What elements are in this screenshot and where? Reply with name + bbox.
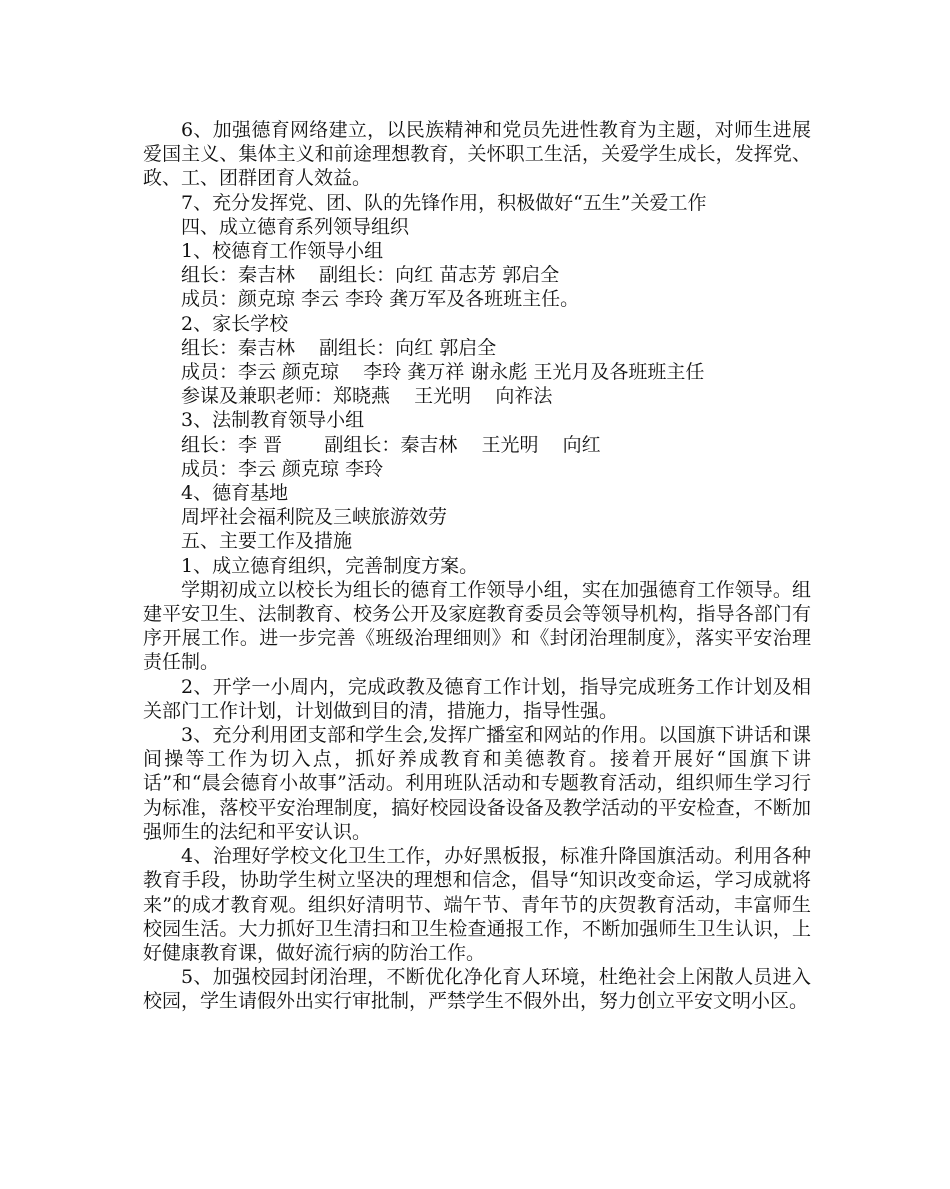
legal-group-leaders: 组长：李 晋 副组长：秦吉林 王光明 向红: [181, 433, 601, 456]
subheading-moral-base: 4、德育基地: [181, 482, 289, 505]
legal-group-members: 成员：李云 颜克琼 李玲: [181, 457, 384, 480]
parent-school-advisors: 参谋及兼职老师：郑晓燕 王光明 向祚法: [181, 385, 553, 408]
parent-school-leaders: 组长：秦吉林 副组长：向红 郭启全: [181, 336, 497, 359]
paragraph-youth-league: 3、充分利用团支部和学生会,发挥广播室和网站的作用。以国旗下讲话和课间操等工作为切入点，抓好养成教育和美德教育。接着开展好“国旗下讲话”和“晨会德育小故事”活动。利用班队活动和专题教育活动，组织师生学习行为标准，落校平安治理制度，搞好校园设备设备及教学活动的平安检查，不断加强师生的法纪和平安认识。: [143, 724, 811, 843]
subheading-legal-group: 3、法制教育领导小组: [181, 409, 365, 432]
leadership-leaders: 组长：秦吉林 副组长：向红 苗志芳 郭启全: [181, 264, 560, 287]
paragraph-7-vanguard: 7、充分发挥党、团、队的先锋作用，积极做好“五生”关爱工作: [181, 191, 707, 214]
moral-base-locations: 周坪社会福利院及三峡旅游效劳: [181, 506, 448, 529]
subheading-organization: 1、成立德育组织，完善制度方案。: [181, 554, 479, 577]
document-page: [143, 118, 811, 1014]
paragraph-work-plan: 2、开学一小周内，完成政教及德育工作计划，指导完成班务工作计划及相关部门工作计划，计划做到目的清，措施力，指导性强。: [143, 675, 811, 722]
leadership-members: 成员：颜克琼 李云 李玲 龚万军及各班班主任。: [181, 288, 580, 311]
section-heading-4: 四、成立德育系列领导组织: [181, 215, 410, 238]
paragraph-organization: 学期初成立以校长为组长的德育工作领导小组，实在加强德育工作领导。组建平安卫生、法制教育、校务公开及家庭教育委员会等领导机构，指导各部门有序开展工作。进一步完善《班级治理细则》和《封闭治理制度》，落实平安治理责任制。: [143, 578, 811, 674]
section-heading-5: 五、主要工作及措施: [181, 530, 353, 553]
paragraph-culture-hygiene: 4、治理好学校文化卫生工作，办好黑板报，标准升降国旗活动。利用各种教育手段，协助学生树立坚决的理想和信念，倡导“知识改变命运，学习成就将来”的成才教育观。组织好清明节、端午节、青年节的庆贺教育活动，丰富师生校园生活。大力抓好卫生清扫和卫生检查通报工作，不断加强师生卫生认识，上好健康教育课，做好流行病的防治工作。: [143, 845, 811, 964]
subheading-leadership-group: 1、校德育工作领导小组: [181, 240, 384, 263]
paragraph-6-moral-network: 6、加强德育网络建立，以民族精神和党员先进性教育为主题，对师生进展爱国主义、集体主义和前途理想教育，关怀职工生活，关爱学生成长，发挥党、政、工、团群团育人效益。: [143, 119, 811, 190]
paragraph-campus-security: 5、加强校园封闭治理，不断优化净化育人环境，杜绝社会上闲散人员进入校园，学生请假外出实行审批制，严禁学生不假外出，努力创立平安文明小区。: [143, 966, 811, 1013]
subheading-parent-school: 2、家长学校: [181, 312, 289, 335]
parent-school-members: 成员：李云 颜克琼 李玲 龚万祥 谢永彪 王光月及各班班主任: [181, 361, 705, 384]
